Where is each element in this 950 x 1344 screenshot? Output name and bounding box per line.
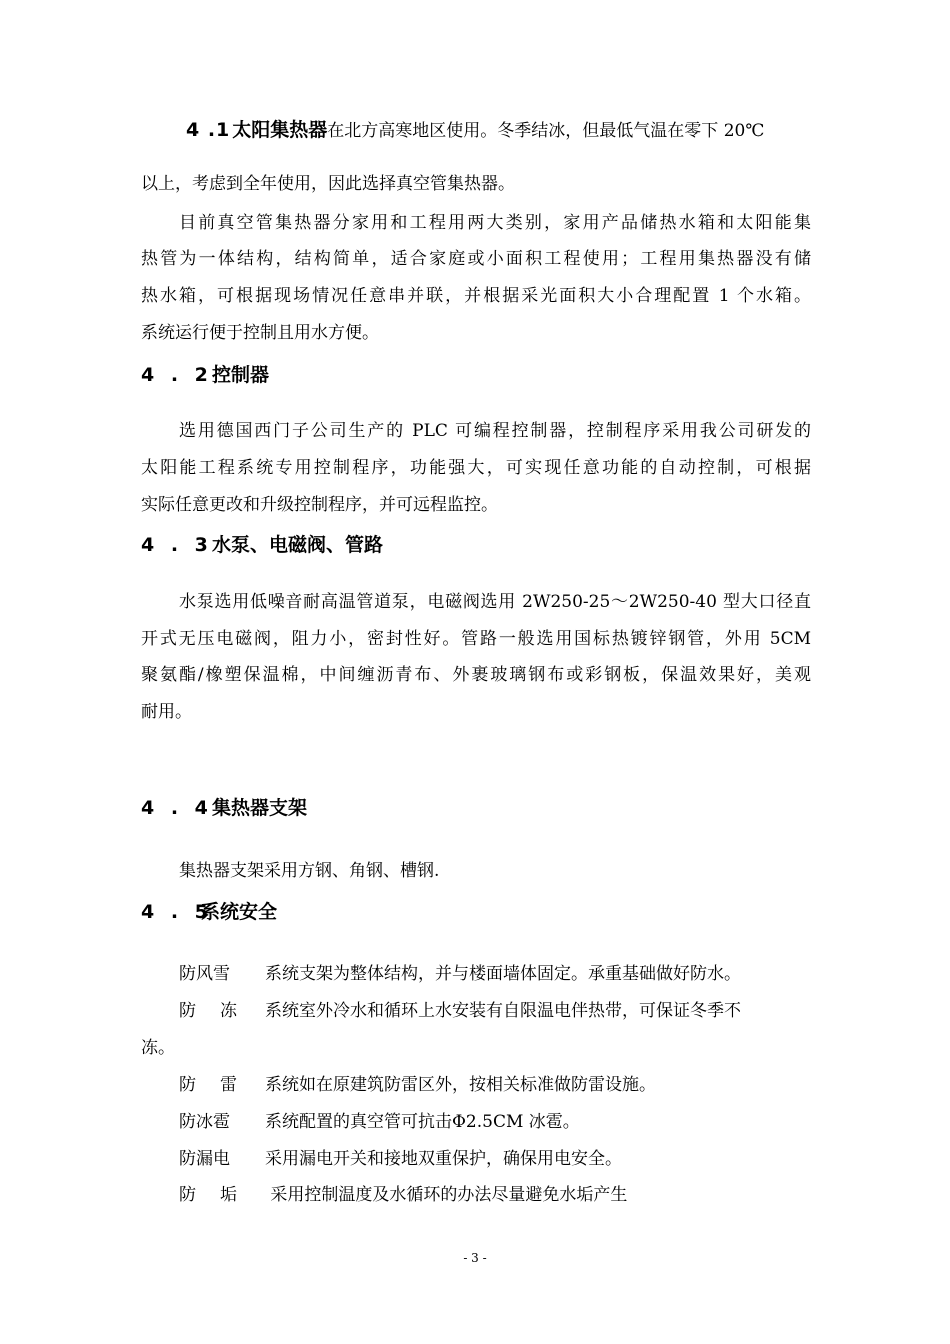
safety-description: 采用漏电开关和接地双重保护，确保用电安全。 [265,1149,622,1169]
paragraph-line: 耐用。 [141,702,192,722]
safety-description: 采用控制温度及水循环的办法尽量避免水垢产生 [265,1185,628,1205]
safety-description: 系统支架为整体结构，并与楼面墙体固定。承重基础做好防水。 [265,964,741,984]
paragraph-line: 聚氨酯/橡塑保温棉，中间缠沥青布、外裹玻璃钢布或彩钢板，保温效果好，美观 [141,665,811,685]
safety-label: 防 冻 [179,1001,237,1021]
section-number: 4 . 4 [141,797,213,819]
safety-item [179,1073,656,1097]
section-4-5-heading [141,899,277,925]
safety-label: 防 雷 [179,1075,237,1095]
safety-description: 系统室外冷水和循环上水安装有自限温电伴热带，可保证冬季不 [265,1001,741,1021]
paragraph-line: 热管为一体结构，结构简单，适合家庭或小面积工程使用；工程用集热器没有储 [141,249,811,269]
paragraph-line: 以上，考虑到全年使用，因此选择真空管集热器。 [141,174,515,194]
section-number: 4 .1 [186,119,231,141]
safety-item [179,999,741,1023]
section-number: 4 . 3 [141,534,213,556]
safety-item [179,962,741,986]
safety-label: 防 垢 [179,1185,237,1205]
paragraph-line: 选用德国西门子公司生产的 PLC 可编程控制器，控制程序采用我公司研发的 [179,421,811,441]
paragraph-line: 在北方高寒地区使用。冬季结冰，但最低气温在零下 20℃ [327,121,765,141]
paragraph-line: 热水箱，可根据现场情况任意串并联，并根据采光面积大小合理配置 1 个水箱。 [141,286,811,306]
section-title: 水泵、电磁阀、管路 [212,534,384,556]
section-number: 4 . 2 [141,364,213,386]
safety-description-continuation: 冻。 [141,1038,175,1058]
safety-item [179,1183,627,1207]
section-number: 4 . 5 [141,901,213,923]
section-title: 集热器支架 [212,797,308,819]
safety-description: 系统如在原建筑防雷区外，按相关标准做防雷设施。 [265,1075,656,1095]
section-title: 太阳集热器 [232,119,328,141]
paragraph-line: 开式无压电磁阀，阻力小，密封性好。管路一般选用国标热镀锌钢管，外用 5CM [141,629,811,649]
page-number: - 3 - [463,1251,487,1265]
paragraph-line: 目前真空管集热器分家用和工程用两大类别，家用产品储热水箱和太阳能集 [179,213,811,233]
section-4-4-heading [141,795,307,821]
safety-label: 防漏电 [179,1149,230,1169]
safety-description: 系统配置的真空管可抗击Φ2.5CM 冰雹。 [265,1112,580,1132]
paragraph-line: 实际任意更改和升级控制程序，并可远程监控。 [141,495,498,515]
safety-label: 防冰雹 [179,1112,230,1132]
section-title: 系统安全 [201,901,278,923]
section-4-3-heading [141,532,383,558]
safety-item [179,1147,622,1171]
safety-item [179,1110,580,1134]
paragraph-line: 集热器支架采用方钢、角钢、槽钢. [179,861,440,881]
paragraph-line: 太阳能工程系统专用控制程序，功能强大，可实现任意功能的自动控制，可根据 [141,458,811,478]
paragraph-line: 系统运行便于控制且用水方便。 [141,323,379,343]
safety-label: 防风雪 [179,964,230,984]
section-4-2-heading [141,362,269,388]
section-title: 控制器 [212,364,270,386]
section-4-1-heading [186,119,327,141]
section-4-1-first-line [186,118,811,143]
paragraph-line: 水泵选用低噪音耐高温管道泵，电磁阀选用 2W250-25～2W250-40 型大口径直 [179,592,811,612]
